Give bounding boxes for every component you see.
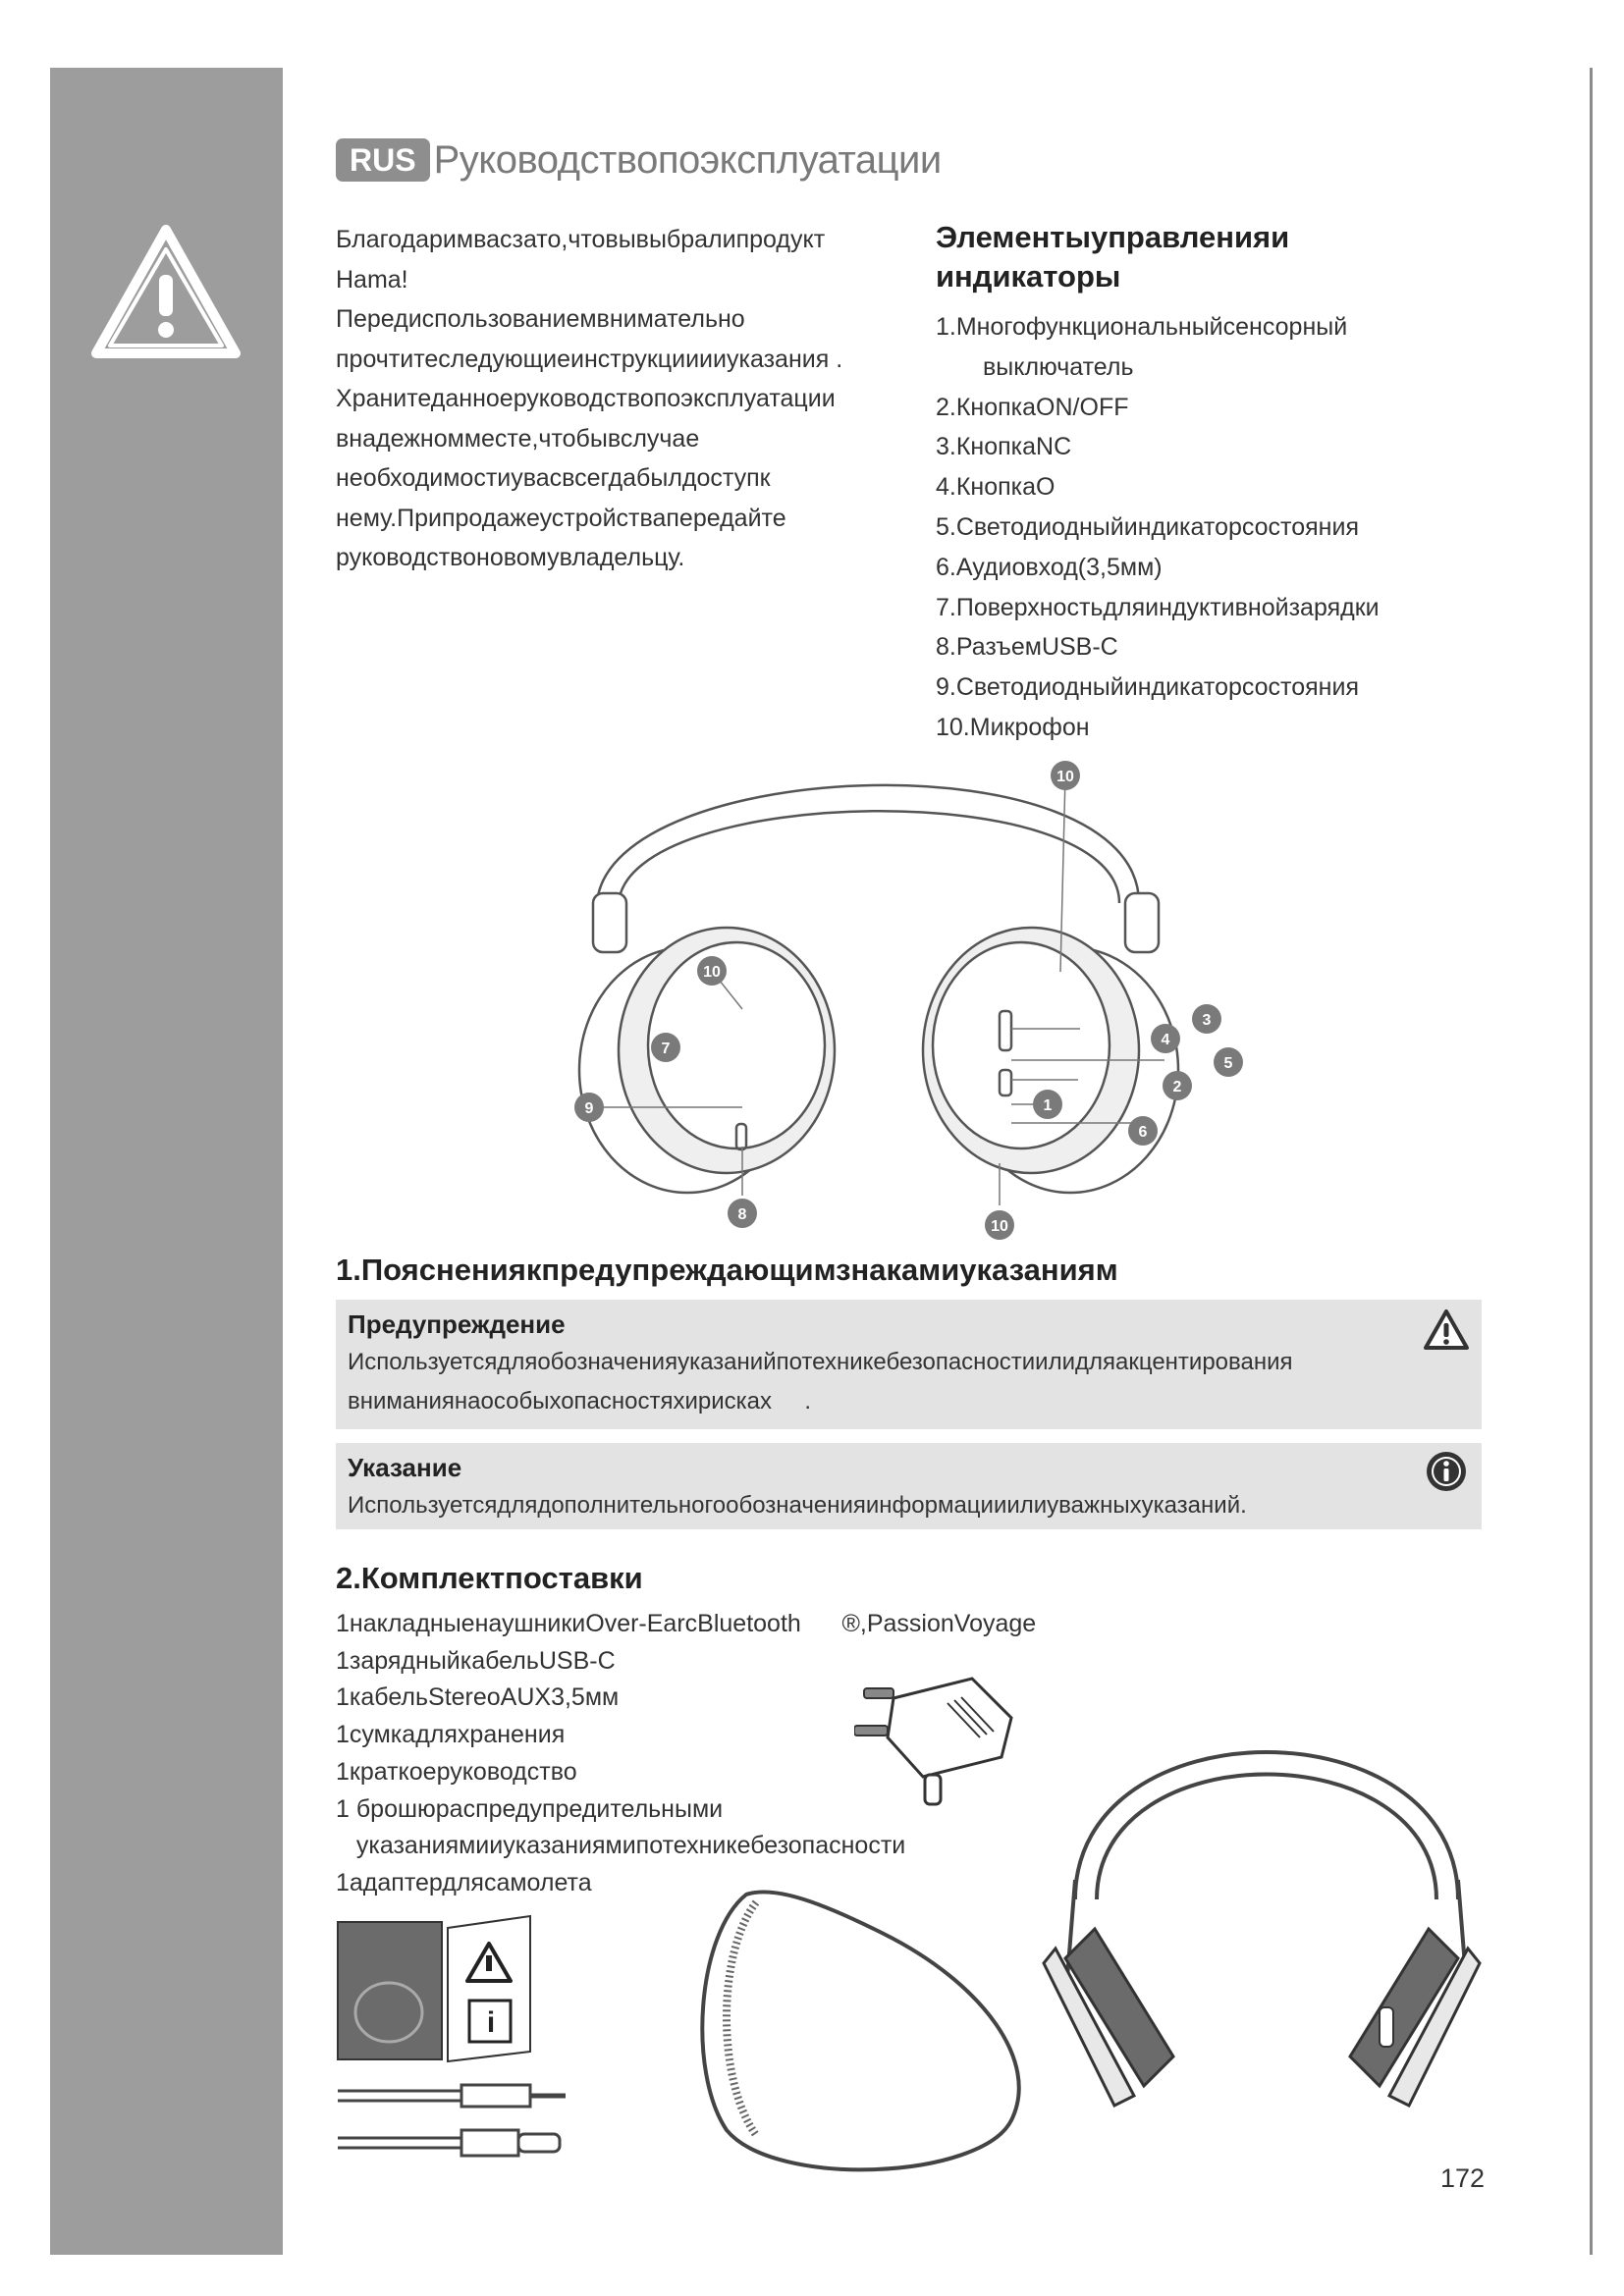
callout-label: 6 xyxy=(1138,1124,1148,1141)
controls-item: 8.РазъемUSB-C xyxy=(936,633,1118,662)
page-header xyxy=(336,135,942,185)
warning-heading: Предупреждение xyxy=(348,1309,566,1339)
side-bar xyxy=(50,68,283,2255)
package-item: 1зарядныйкабельUSB-C xyxy=(336,1646,616,1675)
controls-item: 4.КнопкаO xyxy=(936,473,1056,502)
intro-line: руководствоновомувладельцу. xyxy=(336,544,685,571)
headphones-product-illustration xyxy=(1036,1683,1488,2120)
package-item: 1 брошюраспредупредительными xyxy=(336,1794,724,1823)
language-badge: RUS xyxy=(336,138,430,182)
airplane-adapter-illustration xyxy=(854,1669,1031,1816)
controls-item: 5.Светодиодныйиндикаторсостояния xyxy=(936,512,1359,541)
callout-label: 1 xyxy=(1043,1097,1053,1114)
svg-text:i: i xyxy=(486,2006,496,2039)
callout-label: 8 xyxy=(737,1206,747,1223)
controls-heading-line: индикаторы xyxy=(936,259,1121,294)
callout-label: 4 xyxy=(1161,1032,1170,1048)
callout-label: 5 xyxy=(1223,1055,1233,1072)
section2-title: 2.Комплектпоставки xyxy=(336,1561,643,1595)
hint-heading: Указание xyxy=(348,1453,462,1482)
controls-item: 10.Микрофон xyxy=(936,713,1090,741)
controls-heading-line: Элементыуправленияи xyxy=(936,220,1290,254)
callout-label: 7 xyxy=(661,1041,671,1057)
package-item: указаниямииуказаниямипотехникебезопасности xyxy=(336,1832,906,1860)
controls-heading xyxy=(936,218,1289,296)
controls-item: 1.Многофункциональныйсенсорный xyxy=(936,313,1348,341)
warning-text: вниманиянаособыхопасностяхирисках . xyxy=(348,1388,812,1415)
info-icon xyxy=(1423,1449,1470,1494)
right-margin-rule xyxy=(1590,68,1593,2255)
callout-label: 3 xyxy=(1202,1012,1212,1029)
section1-title: 1.Пояснениякпредупреждающимзнакамиуказаниям xyxy=(336,1253,1118,1287)
callout-label: 10 xyxy=(991,1218,1008,1235)
intro-line: прочтитеследующиеинструкцииииуказания . xyxy=(336,345,843,373)
package-item: 1сумкадляхранения xyxy=(336,1721,566,1749)
hint-box xyxy=(336,1443,1482,1529)
package-item: 1адаптердлясамолета xyxy=(336,1868,592,1896)
package-item: 1кабельStereoAUX3,5мм xyxy=(336,1683,620,1712)
intro-line: Hama! xyxy=(336,265,408,294)
callout-label: 2 xyxy=(1172,1079,1182,1095)
warning-icon xyxy=(1423,1308,1470,1353)
storage-case-illustration xyxy=(687,1875,1041,2189)
warning-triangle-icon xyxy=(86,220,245,363)
page-number: 172 xyxy=(1440,2163,1486,2193)
controls-item: выключатель xyxy=(983,352,1134,381)
controls-item: 3.КнопкаNC xyxy=(936,433,1072,461)
controls-item: 9.Светодиодныйиндикаторсостояния xyxy=(936,673,1359,702)
intro-line: Хранитеданноеруководствопоэксплуатации xyxy=(336,385,836,412)
warning-box xyxy=(336,1300,1482,1429)
controls-item: 7.Поверхностьдляиндуктивнойзарядки xyxy=(936,593,1380,621)
hint-text: Используетсядлядополнительногообозначенияинформацииилиуважныхуказаний. xyxy=(348,1492,1247,1519)
callout-label: 10 xyxy=(703,964,721,981)
controls-item: 2.КнопкаON/OFF xyxy=(936,393,1129,421)
intro-line: Благодаримвасзато,чтовывыбралипродукт xyxy=(336,226,826,253)
warning-text: Используетсядляобозначенияуказанийпотехникебезопасностиилидляакцентирования xyxy=(348,1349,1293,1375)
package-item: 1краткоеруководство xyxy=(336,1757,577,1786)
intro-line: необходимостиувасвсегдабылдоступк xyxy=(336,464,771,492)
intro-text xyxy=(336,220,905,578)
callout-label: 9 xyxy=(584,1100,594,1117)
intro-line: внадежномместе,чтобывслучае xyxy=(336,424,700,453)
intro-line: Передиспользованиемвнимательно xyxy=(336,305,745,333)
callout-label: 10 xyxy=(1056,769,1074,785)
controls-item: 6.Аудиовход(3,5мм) xyxy=(936,553,1163,581)
document-title: Руководствопоэксплуатации xyxy=(433,137,942,182)
intro-line: нему.Припродажеустройствапередайте xyxy=(336,504,786,532)
package-item: 1накладныенаушникиOver-EarcBluetooth ®,PassionVoyage xyxy=(336,1610,1037,1637)
controls-list xyxy=(936,307,1380,748)
headphones-diagram xyxy=(550,746,1257,1256)
manuals-and-cables-illustration xyxy=(334,1904,628,2179)
